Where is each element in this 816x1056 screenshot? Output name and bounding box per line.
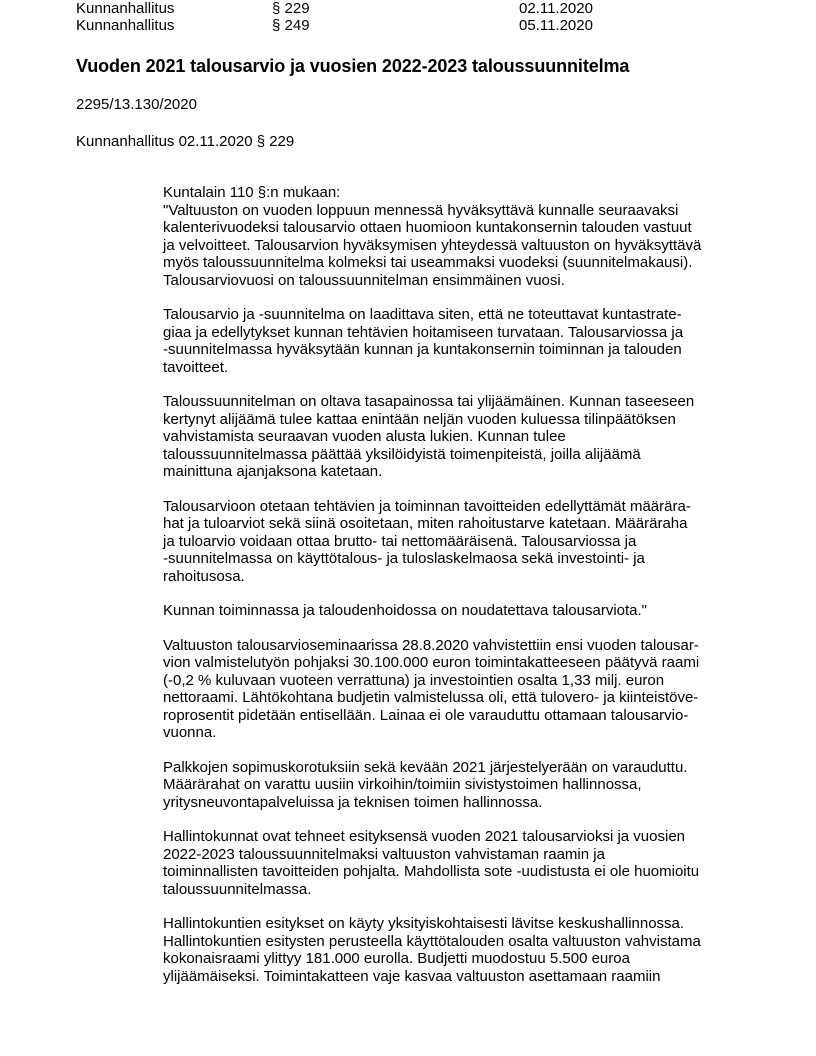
text-line: Määrärahat on varattu uusiin virkoihin/toimiin sivistystoimen hallinnossa,	[163, 776, 642, 793]
text-line: -suunnitelmassa on käyttötalous- ja tuloslaskelmaosa sekä investointi- ja	[163, 550, 645, 567]
text-line: ja tuloarvio voidaan ottaa brutto- tai nettomääräisenä. Talousarviossa ja	[163, 532, 637, 550]
text-line: Talousarvioon otetaan tehtävien ja toiminnan tavoitteiden edellyttämät määrära-	[163, 497, 691, 515]
text-line: Kunnan toiminnassa ja taloudenhoidossa on noudatettava talousarviota."	[163, 602, 647, 619]
text-line: Talousarvio ja -suunnitelma on laadittava siten, että ne toteuttavat kuntastrate-	[163, 306, 682, 323]
text-line: Hallintokuntien esitykset on käyty yksityiskohtaisesti lävitse keskushallinnossa.	[163, 915, 685, 932]
text-line: (-0,2 % kuluvaan vuoteen verrattuna) ja investointien osalta 1,33 milj. euron	[163, 671, 665, 689]
text-line: giaa ja edellytykset kunnan tehtävien hoitamiseen turvataan. Talousarviossa ja	[163, 323, 684, 341]
meeting-body: Kunnanhallitus	[76, 17, 175, 34]
paragraph-proposals	[163, 828, 763, 898]
text-line: taloussuunnitelmassa päättää yksilöidyistä toimenpiteistä, joilla alijäämä	[163, 445, 641, 463]
text-line: roprosentit pidetään entisellään. Lainaa ei ole varauduttu ottamaan talousarvio-	[163, 706, 689, 724]
text-line: -suunnitelmassa hyväksytään kunnan ja kuntakonsernin toiminnan ja talouden	[163, 341, 682, 358]
paragraph-review	[163, 915, 763, 985]
text-line: vuonna.	[163, 724, 217, 741]
paragraph-budget-seminar	[163, 637, 763, 742]
meeting-reference: Kunnanhallitus 02.11.2020 § 229	[76, 133, 295, 150]
text-line: "Valtuuston on vuoden loppuun mennessä hyväksyttävä kunnalle seuraavaksi	[163, 201, 679, 219]
text-line: Valtuuston talousarvioseminaarissa 28.8.2020 vahvistettiin ensi vuoden talousar-	[163, 636, 699, 654]
text-line: rahoitusosa.	[163, 567, 245, 585]
text-line: kokonaisraami ylittyy 181.000 eurolla. Budjetti muodostuu 5.500 euroa	[163, 950, 630, 967]
text-line: Taloussuunnitelman on oltava tasapainossa tai ylijäämäinen. Kunnan taseeseen	[163, 393, 695, 410]
text-line: Kuntalain 110 §:n mukaan:	[163, 184, 341, 201]
text-line: Palkkojen sopimuskorotuksiin sekä kevään 2021 järjestelyerään on varauduttu.	[163, 758, 688, 776]
text-line: yritysneuvontapalveluissa ja teknisen toimen hallinnossa.	[163, 793, 543, 811]
meeting-date: 02.11.2020	[519, 0, 593, 17]
meeting-section: § 249	[272, 17, 310, 34]
text-line: mainittuna ajanjaksona katetaan.	[163, 463, 383, 480]
document-body	[163, 184, 763, 1002]
text-line: Talousarviovuosi on taloussuunnitelman ensimmäinen vuosi.	[163, 271, 565, 289]
text-line: toiminnallisten tavoitteiden pohjalta. Mahdollista sote -uudistusta ei ole huomioitu	[163, 863, 700, 880]
text-line: nettoraami. Lähtökohtana budjetin valmistelussa oli, että tulovero- ja kiinteistöve-	[163, 689, 699, 706]
text-line: vahvistamista seuraavan vuoden alusta lukien. Kunnan tulee	[163, 428, 566, 445]
paragraph-appropriations	[163, 498, 763, 586]
text-line: taloussuunnitelmassa.	[163, 880, 312, 898]
paragraph-compliance	[163, 602, 763, 620]
case-reference-number: 2295/13.130/2020	[76, 96, 197, 113]
text-line: 2022-2023 taloussuunnitelmaksi valtuuston vahvistaman raamin ja	[163, 845, 605, 863]
text-line: Hallintokunnat ovat tehneet esityksensä vuoden 2021 talousarvioksi ja vuosien	[163, 828, 685, 845]
text-line: tavoitteet.	[163, 358, 229, 376]
text-line: kalenterivuodeksi talousarvio ottaen huomioon kuntakonsernin talouden vastuut	[163, 219, 692, 236]
text-line: Hallintokuntien esitysten perusteella käyttötalouden osalta valtuuston vahvistama	[163, 932, 701, 950]
text-line: kertynyt alijäämä tulee kattaa enintään neljän vuoden kuluessa tilinpäätöksen	[163, 410, 676, 428]
document-title: Vuoden 2021 talousarvio ja vuosien 2022-2023 taloussuunnitelma	[76, 56, 630, 76]
text-line: ylijäämäiseksi. Toimintakatteen vaje kasvaa valtuuston asettamaan raamiin	[163, 967, 661, 985]
paragraph-legal-quote-intro	[163, 184, 763, 289]
paragraph-salaries	[163, 759, 763, 812]
paragraph-strategy	[163, 306, 763, 376]
meeting-body: Kunnanhallitus	[76, 0, 175, 17]
meeting-section: § 229	[272, 0, 310, 17]
text-line: myös taloussuunnitelma kolmeksi tai useammaksi vuodeksi (suunnitelmakausi).	[163, 254, 693, 271]
paragraph-balance	[163, 393, 763, 481]
text-line: vion valmistelutyön pohjaksi 30.100.000 euron toimintakatteeseen päätyvä raami	[163, 654, 700, 671]
text-line: ja velvoitteet. Talousarvion hyväksymisen yhteydessä valtuuston on hyväksyttävä	[163, 236, 702, 254]
text-line: hat ja tuloarviot sekä siinä osoitetaan, miten rahoitustarve katetaan. Määräraha	[163, 515, 688, 532]
meeting-date: 05.11.2020	[519, 17, 593, 34]
